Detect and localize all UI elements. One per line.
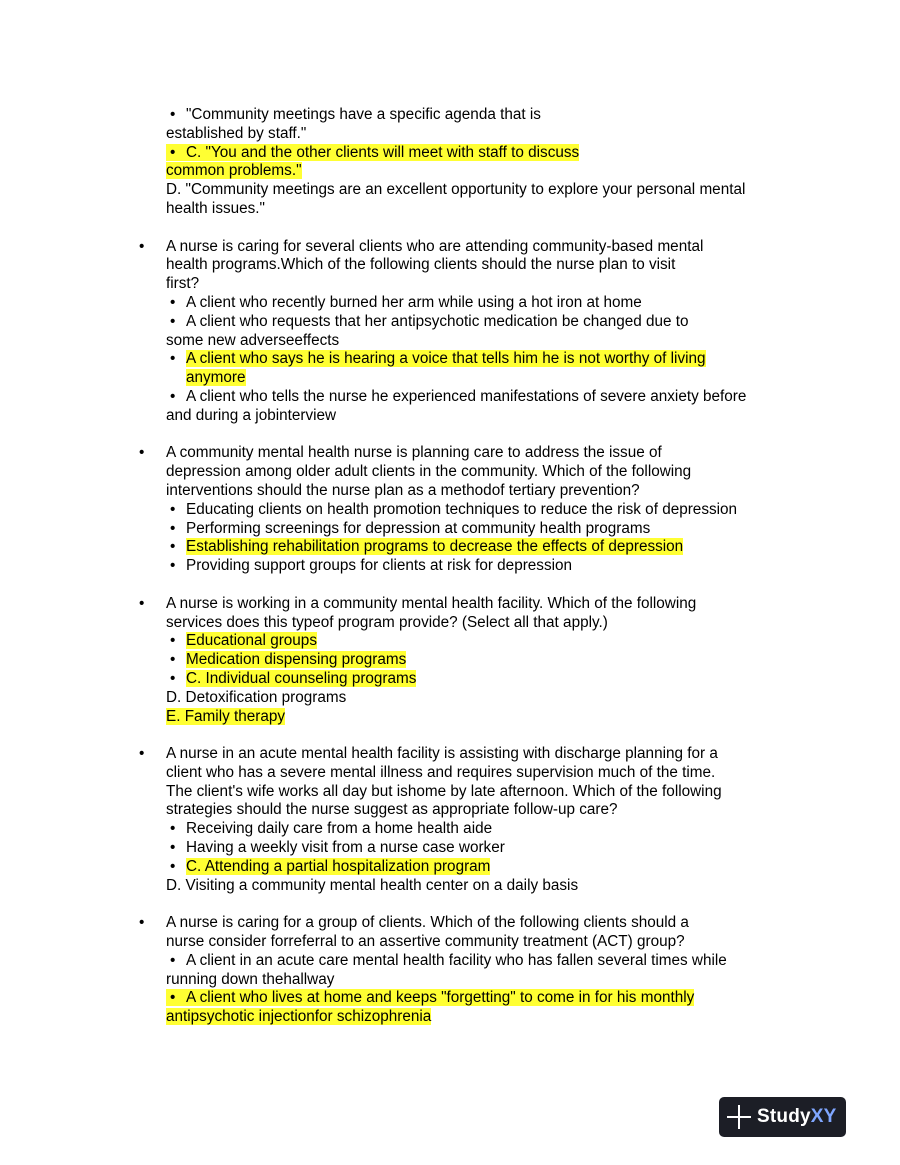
q4-option-e — [0, 708, 900, 727]
q6-option-a-cont: running down thehallway — [166, 970, 335, 988]
q2-option-b-cont: some new adverseeffects — [166, 331, 340, 349]
q2-stem-3: first? — [166, 275, 200, 293]
q1-option-c-cont — [0, 162, 900, 181]
q3-option-c: • Establishing rehabilitation programs to decrease the effects of depression — [170, 538, 684, 556]
q4-option-c: • C. Individual counseling programs — [170, 669, 417, 687]
q2-option-c-cont — [0, 369, 900, 388]
q1-option-d-cont: health issues." — [166, 199, 265, 217]
q3-stem-2: depression among older adult clients in the community. Which of the following — [166, 463, 692, 481]
highlighted-answer: anymore — [186, 369, 246, 387]
q5-stem-2: client who has a severe mental illness and requires supervision much of the time. — [166, 763, 716, 781]
highlighted-answer: Educational groups — [186, 632, 317, 650]
q6-stem: • A nurse is caring for a group of clients. Which of the following clients should a — [139, 914, 689, 932]
q5-stem-4: strategies should the nurse suggest as appropriate follow-up care? — [166, 801, 618, 819]
q2-option-d-cont: and during a jobinterview — [166, 406, 337, 424]
list-bullet: • — [139, 444, 145, 462]
q4-option-d: D. Detoxification programs — [166, 688, 347, 706]
document-page — [0, 106, 900, 1027]
q3-stem-3: interventions should the nurse plan as a methodof tertiary prevention? — [166, 481, 640, 499]
highlighted-answer: A client who says he is hearing a voice that tells him he is not worthy of living — [186, 350, 706, 368]
q4-stem-2: services does this typeof program provide? (Select all that apply.) — [166, 613, 608, 631]
plus-icon — [727, 1105, 751, 1129]
q5-option-a: • Receiving daily care from a home health aide — [170, 820, 493, 838]
q1-option-d: D. "Community meetings are an excellent opportunity to explore your personal mental — [166, 181, 746, 199]
q1-option-c — [0, 144, 900, 163]
highlighted-answer: • C. "You and the other clients will meet with staff to discuss — [166, 144, 579, 161]
highlighted-answer: common problems." — [166, 162, 302, 180]
q5-stem: • A nurse in an acute mental health facility is assisting with discharge planning for a — [139, 745, 718, 763]
q2-option-c: • A client who says he is hearing a voice that tells him he is not worthy of living — [170, 350, 706, 368]
q5-option-d: D. Visiting a community mental health center on a daily basis — [166, 876, 579, 894]
q2-option-a: • A client who recently burned her arm while using a hot iron at home — [170, 293, 642, 311]
q5-option-b: • Having a weekly visit from a nurse case worker — [170, 839, 505, 857]
highlighted-answer: antipsychotic injectionfor schizophrenia — [166, 1008, 432, 1026]
list-bullet: • — [139, 745, 145, 763]
q2-option-d: • A client who tells the nurse he experienced manifestations of severe anxiety before — [170, 387, 747, 405]
q1-option-b: • "Community meetings have a specific agenda that is — [170, 106, 541, 123]
q6-option-b — [0, 989, 900, 1008]
q6-option-b-cont — [0, 1008, 900, 1027]
q4-stem: • A nurse is working in a community mental health facility. Which of the following — [139, 594, 697, 612]
logo-wordmark: StudyXY — [757, 1106, 837, 1127]
q6-option-a: • A client in an acute care mental health facility who has fallen several times while — [170, 951, 727, 969]
q3-stem: • A community mental health nurse is planning care to address the issue of — [139, 444, 662, 462]
highlighted-answer: C. Attending a partial hospitalization program — [186, 857, 491, 875]
logo-text — [757, 1106, 837, 1128]
q4-option-b: • Medication dispensing programs — [170, 651, 407, 669]
highlighted-answer: C. Individual counseling programs — [186, 669, 417, 687]
q2-stem-2: health programs.Which of the following clients should the nurse plan to visit — [166, 256, 676, 274]
list-bullet: • — [139, 594, 145, 612]
list-bullet: • — [139, 914, 145, 932]
highlighted-answer: Establishing rehabilitation programs to decrease the effects of depression — [186, 538, 684, 556]
q1-option-b-cont: established by staff." — [166, 124, 307, 142]
q5-option-c: • C. Attending a partial hospitalization program — [170, 857, 491, 875]
q4-option-a: • Educational groups — [170, 632, 317, 650]
studyxy-logo[interactable] — [719, 1097, 846, 1137]
highlighted-answer: E. Family therapy — [166, 707, 286, 725]
q3-option-b: • Performing screenings for depression at community health programs — [170, 519, 651, 537]
q2-option-b: • A client who requests that her antipsychotic medication be changed due to — [170, 312, 689, 330]
q3-option-a: • Educating clients on health promotion techniques to reduce the risk of depression — [170, 500, 738, 518]
q6-stem-2: nurse consider forreferral to an assertive community treatment (ACT) group? — [166, 933, 685, 951]
q5-stem-3: The client's wife works all day but ishome by late afternoon. Which of the following — [166, 782, 722, 800]
highlighted-answer: • A client who lives at home and keeps "forgetting" to come in for his monthly — [166, 989, 694, 1006]
highlighted-answer: Medication dispensing programs — [186, 651, 407, 669]
q3-option-d: • Providing support groups for clients at risk for depression — [170, 557, 573, 575]
list-bullet: • — [139, 237, 145, 255]
q2-stem: • A nurse is caring for several clients who are attending community-based mental — [139, 237, 704, 255]
